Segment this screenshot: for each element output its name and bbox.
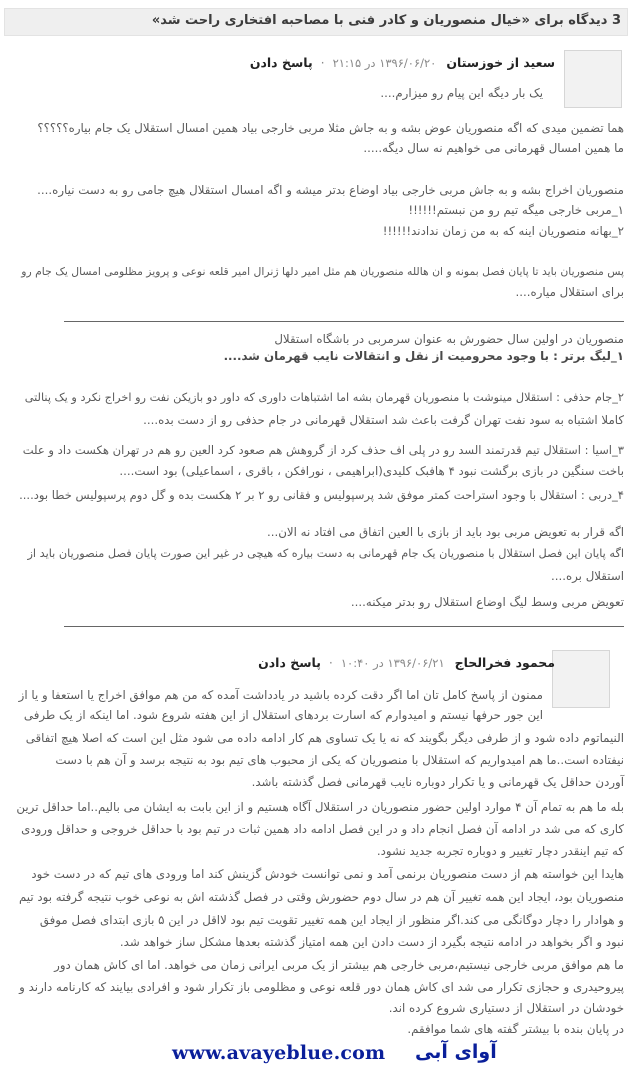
comment2-line: که تیم اینقدر دچار تغییر و دوباره تجربه جدید نشود. — [376, 844, 624, 858]
comment2-line: در پایان بنده با بیشتر گفته های شما موافقم. — [407, 1022, 624, 1036]
comment2-line: و هوادار را دچار دوگانگی می کند.اگر منظور از ایجاد این همه تغییر تقویت تیم بود لااقل در این ۵ بازی ابتدای فصل موفق — [39, 913, 624, 927]
comment2-line: منصوریان بود، ایجاد این همه تغییر آن هم در سال دوم حضورش وقتی در فصل گذشته اش به نوعی خوب نتیجه گرفته بود تیم — [18, 890, 624, 904]
comment1-line: ۳_اسیا : استقلال تیم قدرتمند السد رو در پلی اف حذف کرد از گروهش هم صعود کرد العین رو هم در تهران هکست داد و علت — [22, 443, 624, 457]
divider — [64, 626, 624, 627]
comment2-author[interactable]: محمود فخرالحاج — [454, 655, 555, 670]
comment1-line: باخت سنگین در بازی برگشت نبود ۴ هافبک کلیدی(ابراهیمی ، نورافکن ، باقری ، اسماعیلی) بود است.... — [119, 464, 624, 478]
comment1-line: استقلال بره.... — [550, 569, 624, 583]
comment1-avatar — [564, 50, 622, 108]
comment2-reply-link[interactable]: پاسخ دادن — [258, 655, 321, 670]
comment1-line: یک بار دیگه این پیام رو میزارم.... — [380, 86, 543, 100]
comment1-line: برای استقلال میاره.... — [515, 285, 624, 299]
site-url[interactable]: www.avayeblue.com — [172, 1042, 386, 1064]
site-watermark — [0, 1042, 639, 1072]
comment1-date[interactable]: ۱۳۹۶/۰۶/۲۰ در ۲۱:۱۵ — [332, 56, 437, 70]
comment2-avatar — [552, 650, 610, 708]
comment1-line: پس منصوریان باید تا پایان فصل بمونه و ان هالله منصوریان هم مثل امیر دلها ژنرال امیر قلعه نوعی و پرویز مظلومی امسال یک جام رو — [21, 265, 624, 278]
comment2-line: هایدا این خواسته هم از دست منصوریان برنمی آمد و نمی توانست خودش گزینش کند اما ورودی های تیم که در دست خود — [31, 867, 624, 881]
meta-separator: · — [320, 55, 325, 70]
comment1-author[interactable]: سعید از خوزستان — [446, 55, 555, 70]
comment1-line: هما تضمین میدی که اگه منصوریان عوض بشه و به جاش مثلا مربی خارجی بیاد همین امسال استقلال یک جام بیاره؟؟؟؟؟ — [37, 121, 624, 135]
comment1-line: منصوریان اخراج بشه و به جاش مربی خارجی بیاد اوضاع بدتر میشه و اگه امسال استقلال هیچ جامی رو به دست نیاره.... — [37, 183, 624, 197]
comment2-line: کاری که می شد در ادامه آن فصل انجام داد و در این فصل ادامه داد همین ثبات در تیم بود با حداقل خروجی و حداقل ورودی — [21, 822, 624, 836]
comment2-date[interactable]: ۱۳۹۶/۰۶/۲۱ در ۱۰:۴۰ — [340, 656, 445, 670]
comment2-line: خودشان در استقلال از دستیاری شروع کرده اند. — [388, 1001, 624, 1015]
comment1-line: ۱_لیگ برتر : با وجود محرومیت از نقل و انتقالات نایب قهرمان شد.... — [223, 349, 624, 363]
comment2-line: پیروحیدری و حجازی تکرار می شد ای کاش همان دور قلعه نوعی و مظلومی باز تکرار شود و افرادی بیایند که کارنامه دارند و — [19, 980, 624, 994]
comment1-line: ۲_بهانه منصوریان اینه که به من زمان ندادند!!!!!! — [382, 224, 624, 238]
comment1-line: ۴_دربی : استقلال با وجود استراحت کمتر موفق شد پرسپولیس و فقانی رو ۲ بر ۲ هکست بده و گل دوم پرسپولیس خطا بود.... — [19, 488, 624, 502]
user-avatar-icon — [569, 55, 617, 103]
comment2-line: ممنون از پاسخ کامل تان اما اگر دقت کرده باشید در یادداشت آمده که من هم موافق اخراج یا استعفا و یا از — [18, 688, 543, 702]
comment1-line: منصوریان در اولین سال حضورش به عنوان سرمربی در باشگاه استقلال — [274, 332, 624, 346]
comment1-line: تعویض مربی وسط لیگ اوضاع استقلال رو بدتر میکنه.... — [350, 595, 624, 609]
comment2-line: النیماتوم داده شود و از طرفی دیگر بگویند که نه یا یک تساوی هم کار ادامه داده می شود مثل این است که اصلا هیچ اتفاقی — [25, 731, 624, 745]
comment1-line: ما همین امسال قهرمانی می خواهیم نه سال دیگه..... — [363, 141, 624, 155]
comment1-line: کاملا اشتباه به سود نفت تهران گرفت باعث شد استقلال قهرمانی در جام حذفی رو از دست بده.... — [143, 413, 624, 427]
comment2-line: ما هم موافق مربی خارجی نیستیم،مربی خارجی هم بیشتر از یک مربی ایرانی زمان می خواهد. اما ای کاش همان دور — [54, 958, 624, 972]
comment1-meta — [250, 55, 555, 70]
comment2-meta — [258, 655, 555, 670]
comment1-line: ۱_مربی خارجی میگه تیم رو من نبستم!!!!!! — [408, 203, 624, 217]
comment2-line: بله ما هم به تمام آن ۴ موارد اولین حضور منصوریان در استقلال آگاه هستیم و از این بابت به ایشان می بالیم..اما حداقل ترین — [16, 800, 624, 814]
comment1-line: ۲_جام حذفی : استقلال مینوشت با منصوریان قهرمان بشه اما اشتباهات داوری که داور دو بازیکن نفت رو اخراج نکرد و یک پنالتی — [24, 391, 624, 404]
comment1-line: اگه پایان این فصل استقلال با منصوریان یک جام قهرمانی به دست بیاره که هیچی در غیر این صورت پایان فصل منصوریان باید از — [27, 547, 624, 560]
site-brand: آوای آبی — [415, 1041, 497, 1063]
comments-header — [4, 8, 628, 36]
comment1-line: اگه قرار به تعویض مربی بود باید از بازی با العین اتفاق می افتاد نه الان... — [267, 525, 624, 539]
comment1-reply-link[interactable]: پاسخ دادن — [249, 55, 313, 70]
meta-separator: · — [328, 655, 333, 670]
comment2-line: نبود و اگر بخواهد در ادامه نتیجه بگیرد از دست دادن این همه امتیاز گذشته بعدها مشکل ساز خواهد شد. — [119, 935, 624, 949]
comment2-line: این جور حرفها نیستم و امیدوارم که اسارت بردهای استقلال از این هفته شروع شود. اما اینکه از یک طرفی — [23, 708, 543, 722]
divider — [64, 321, 624, 322]
comment2-line: نیفتاده است..ما هم امیدواریم که استقلال با منصوریان که یکی از محبوب های تیم بود به نتیجه برسد و آن هم با دست — [55, 753, 624, 767]
comments-title: 3 دیدگاه برای «خیال منصوریان و کادر فنی با مصاحبه افتخاری راحت شد» — [151, 13, 621, 28]
user-avatar-icon — [557, 655, 605, 703]
comment2-line: آوردن حداقل یک قهرمانی و یا تکرار دوباره نایب قهرمانی فصل گذشته باشد. — [251, 775, 624, 789]
